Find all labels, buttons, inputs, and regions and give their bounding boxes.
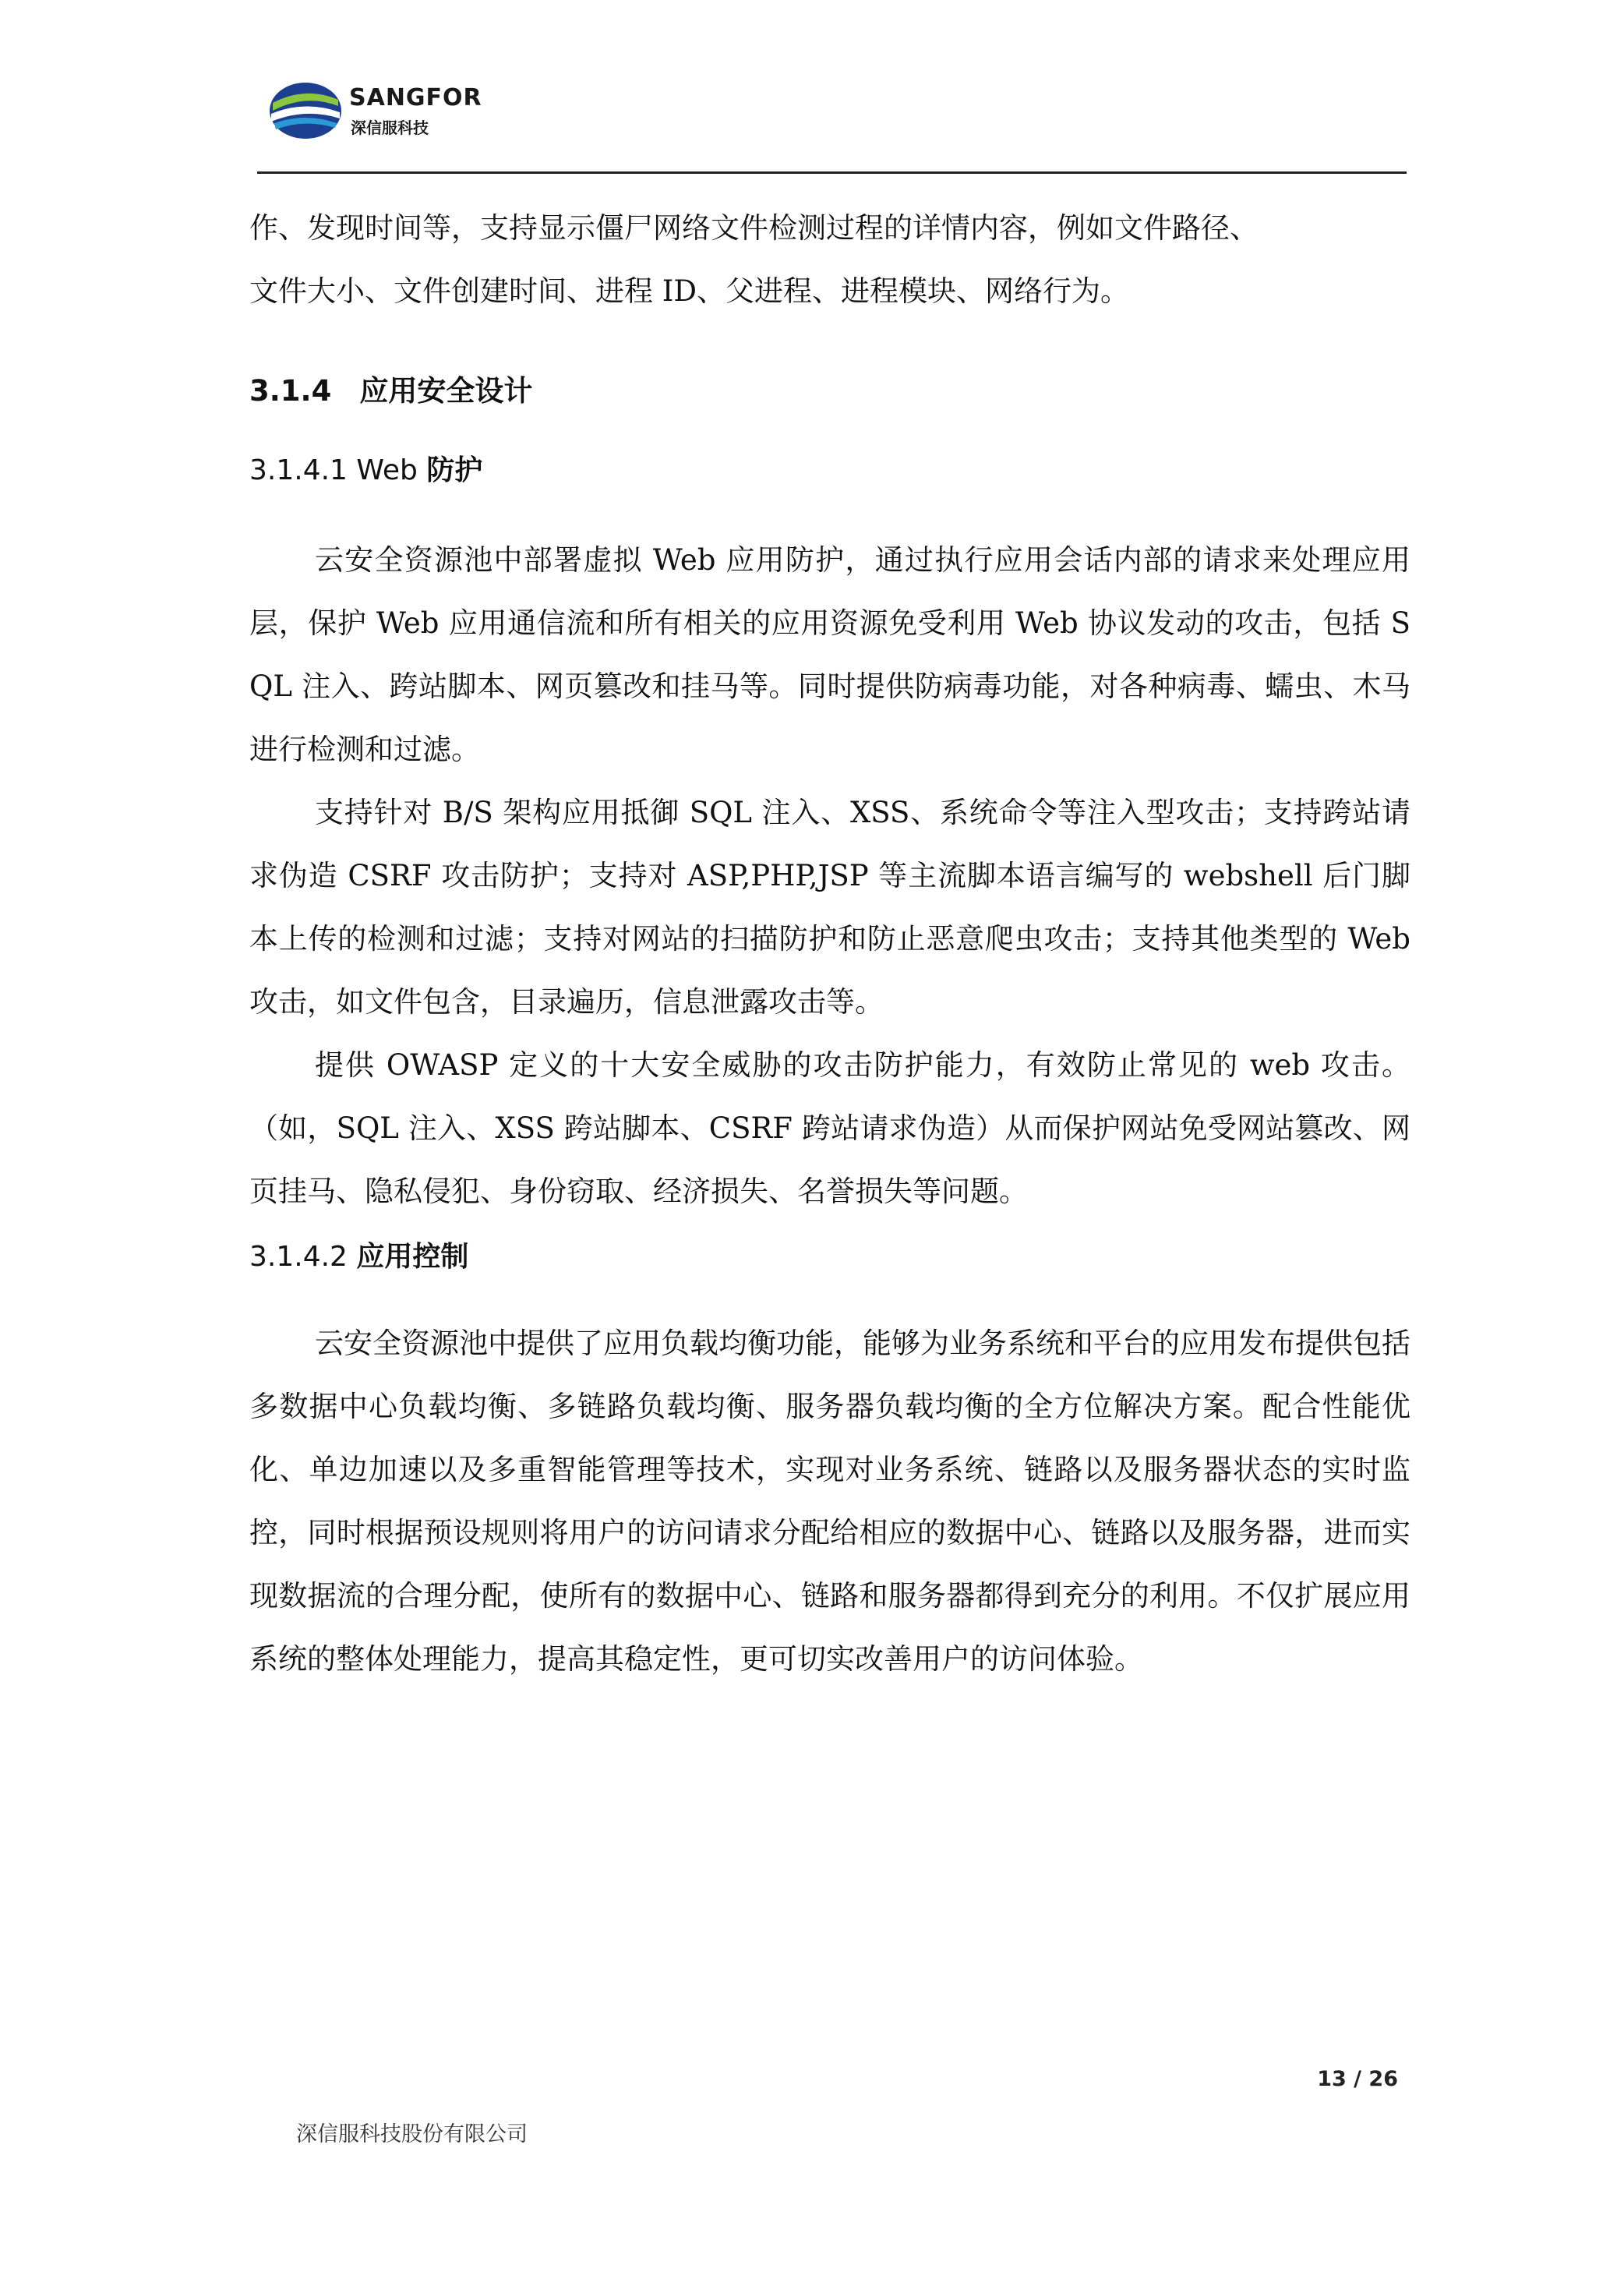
section-number: 3.1.4 <box>249 374 332 408</box>
sangfor-logo-icon <box>267 80 344 142</box>
section-heading-3-1-4-1 <box>249 447 1410 494</box>
page-header <box>257 70 1407 174</box>
intro-line-1: 作、发现时间等，支持显示僵尸网络文件检测过程的详情内容，例如文件路径、 <box>249 211 1259 245</box>
paragraph: 支持针对 B/S 架构应用抵御 SQL 注入、XSS、系统命令等注入型攻击；支持跨站请求伪造 CSRF 攻击防护；支持对 ASP,PHP,JSP 等主流脚本语言编写的 webshell 后门脚本上传的检测和过滤；支持对网站的扫描防护和防止恶意爬虫攻击；支持其他类型的 Web 攻击，如文件包含，目录遍历，信息泄露攻击等。 <box>249 796 1410 1019</box>
intro-line-2: 文件大小、文件创建时间、进程 ID、父进程、进程模块、网络行为。 <box>249 274 1130 308</box>
brand-name: SANGFOR <box>349 84 482 111</box>
section-title: 应用控制 <box>356 1241 469 1273</box>
section-title: 防护 <box>426 454 483 486</box>
footer-company: 深信服科技股份有限公司 <box>296 2122 528 2146</box>
paragraph: 提供 OWASP 定义的十大安全威胁的攻击防护能力，有效防止常见的 web 攻击。（如，SQL 注入、XSS 跨站脚本、CSRF 跨站请求伪造）从而保护网站免受网站篡改、网页挂马、隐私侵犯、身份窃取、经济损失、名誉损失等问题。 <box>249 1048 1410 1208</box>
section-number: 3.1.4.1 Web <box>249 454 427 486</box>
paragraph: 云安全资源池中提供了应用负载均衡功能，能够为业务系统和平台的应用发布提供包括多数据中心负载均衡、多链路负载均衡、服务器负载均衡的全方位解决方案。配合性能优化、单边加速以及多重智能管理等技术，实现对业务系统、链路以及服务器状态的实时监控，同时根据预设规则将用户的访问请求分配给相应的数据中心、链路以及服务器，进而实现数据流的合理分配，使所有的数据中心、链路和服务器都得到充分的利用。不仅扩展应用系统的整体处理能力，提高其稳定性，更可切实改善用户的访问体验。 <box>249 1327 1410 1676</box>
document-body <box>249 196 1410 1691</box>
section-heading-3-1-4 <box>249 368 1410 415</box>
section-title: 应用安全设计 <box>359 374 533 408</box>
page-number: 13 / 26 <box>1317 2067 1398 2091</box>
section-number: 3.1.4.2 <box>249 1241 357 1273</box>
paragraph: 云安全资源池中部署虚拟 Web 应用防护，通过执行应用会话内部的请求来处理应用层，保护 Web 应用通信流和所有相关的应用资源免受利用 Web 协议发动的攻击，包括 SQL 注入、跨站脚本、网页篡改和挂马等。同时提供防病毒功能，对各种病毒、蠕虫、木马进行检测和过滤。 <box>249 543 1410 766</box>
brand-subtitle: 深信服科技 <box>351 118 429 137</box>
section-heading-3-1-4-2 <box>249 1234 1410 1281</box>
